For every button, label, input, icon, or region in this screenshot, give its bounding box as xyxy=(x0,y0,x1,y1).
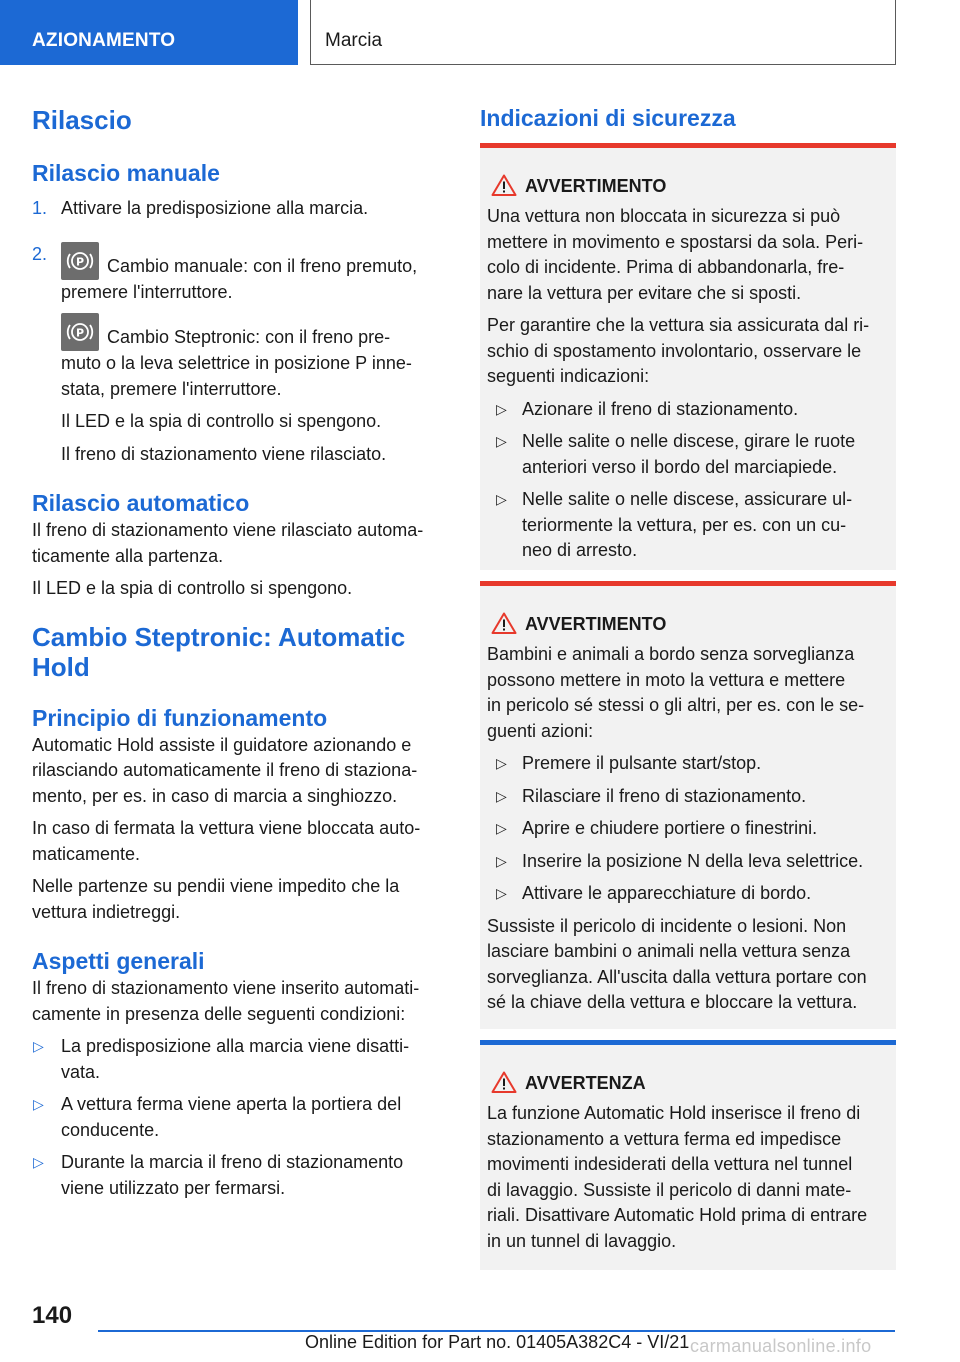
watermark: carmanualsonline.info xyxy=(690,1336,872,1356)
notice-title: AVVERTENZA xyxy=(487,1071,888,1095)
list-item: ▷ Nelle salite o nelle discese, girare le ruote anteriori verso il bordo del marciapiede. xyxy=(496,431,856,477)
bullet-icon: ▷ xyxy=(496,852,507,869)
warning-text: Una vettura non bloccata in sicurezza si può mettere in movimento e spostarsi da sola. Peri- colo di incidente. Prima di abbandonarla, fre- nare la vettura per evitare che si sposti. xyxy=(487,206,864,303)
heading-principio: Principio di funzionamento xyxy=(32,704,328,731)
bullet-icon: ▷ xyxy=(496,433,507,449)
bullet-icon: ▷ xyxy=(496,755,507,771)
list-item: ▷ Rilasciare il freno di stazionamento. xyxy=(487,784,888,810)
warning-box-1 xyxy=(480,143,896,570)
list-item: ▷ Inserire la posizione N della leva selettrice. xyxy=(487,849,888,875)
bullet-icon: ▷ xyxy=(496,400,507,417)
right-column xyxy=(480,100,896,132)
paragraph: Il LED e la spia di controllo si spengono. xyxy=(32,578,353,598)
page-number: 140 xyxy=(32,1302,73,1329)
step-text: Il LED e la spia di controllo si spengono. xyxy=(61,411,382,431)
parking-brake-icon xyxy=(61,313,99,351)
section-tab: AZIONAMENTO xyxy=(0,0,298,65)
step-text: Cambio manuale: con il freno premuto, xyxy=(107,255,418,276)
heading-rilascio: Rilascio xyxy=(32,105,132,135)
step-2 xyxy=(32,242,444,468)
warning-title: AVVERTIMENTO xyxy=(487,612,888,636)
heading-aspetti-generali: Aspetti generali xyxy=(32,948,205,974)
step-text: premere l'interruttore. xyxy=(61,281,233,302)
step-2b xyxy=(61,313,444,402)
step-text: muto o la leva selettrice in posizione P inne- xyxy=(61,353,412,373)
list-item: ▷ Nelle salite o nelle discese, assicurare ul- teriormente la vettura, per es. con un cu- neo di arresto. xyxy=(496,489,853,560)
list-item: ▷ Azionare il freno di stazionamento. xyxy=(487,397,888,423)
warning-text: Sussiste il pericolo di incidente o lesioni. Non lasciare bambini o animali nella vettura senza sorveglianza. All'uscita dalla vettura portare con sé la chiave della vettura e bloccare la vettura. xyxy=(487,915,867,1012)
paragraph: Il freno di stazionamento viene inserito automati- camente in presenza delle seguenti condizioni: xyxy=(32,978,420,1024)
warning-title: AVVERTIMENTO xyxy=(487,174,888,198)
paragraph: Automatic Hold assiste il guidatore azionando e rilasciando automaticamente il freno di staziona- mento, per es. in caso di marcia a singhiozzo. xyxy=(32,734,418,806)
step-2a xyxy=(61,242,444,306)
heading-rilascio-automatico: Rilascio automatico xyxy=(32,490,250,516)
notice-text: La funzione Automatic Hold inserisce il freno di stazionamento a vettura ferma ed impedisce movimenti indesiderati della vettura nel tunnel di lavaggio. Sussiste il pericolo di danni mate- riali. Disattivare Automatic Hold prima di entrare in un tunnel di lavaggio. xyxy=(487,1103,868,1251)
warning-text: Per garantire che la vettura sia assicurata dal ri- schio di spostamento involontario, osservare le seguenti indicazioni: xyxy=(487,315,870,386)
heading-rilascio-manuale: Rilascio manuale xyxy=(32,160,220,186)
warning-text: Bambini e animali a bordo senza sorveglianza possono mettere in moto la vettura e mettere in pericolo sé stessi o gli altri, per es. con le se- guenti azioni: xyxy=(487,644,865,741)
notice-box xyxy=(480,1040,896,1270)
heading-steptronic-automatic-hold: Cambio Steptronic: Automatic Hold xyxy=(32,621,406,682)
list-item: ▷ Durante la marcia il freno di stazionamento viene utilizzato per fermarsi. xyxy=(33,1152,404,1198)
left-column xyxy=(32,100,444,1201)
step-text: Il freno di stazionamento viene rilasciato. xyxy=(61,443,387,464)
paragraph: In caso di fermata la vettura viene bloccata auto- maticamente. xyxy=(32,818,421,864)
parking-brake-icon xyxy=(61,242,99,280)
bullet-icon: ▷ xyxy=(33,1096,44,1112)
step-text: Attivare la predisposizione alla marcia. xyxy=(61,198,369,218)
paragraph: Il freno di stazionamento viene rilasciato automa- ticamente alla partenza. xyxy=(32,520,424,566)
svg-text:P: P xyxy=(75,326,85,340)
bullet-icon: ▷ xyxy=(496,491,507,507)
list-item: ▷ Attivare le apparecchiature di bordo. xyxy=(487,881,888,907)
warning-box-2 xyxy=(480,581,896,1029)
warning-triangle-icon xyxy=(491,1071,517,1093)
heading-indicazioni-sicurezza: Indicazioni di sicurezza xyxy=(480,105,736,131)
step-number: 1. xyxy=(32,198,48,218)
list-item: ▷ Premere il pulsante start/stop. xyxy=(487,751,888,777)
bullet-icon: ▷ xyxy=(496,787,507,804)
bullet-icon: ▷ xyxy=(496,820,507,836)
list-item: ▷ A vettura ferma viene aperta la portiera del conducente. xyxy=(33,1094,402,1140)
bullet-icon: ▷ xyxy=(496,885,507,901)
footer-edition: Online Edition for Part no. 01405A382C4 - VI/21 xyxy=(305,1332,690,1352)
step-1 xyxy=(32,196,444,222)
paragraph: Nelle partenze su pendii viene impedito che la vettura indietreggi. xyxy=(32,876,400,922)
chapter-title: Marcia xyxy=(310,0,896,65)
step-text: stata, premere l'interruttore. xyxy=(61,378,282,399)
step-text: Cambio Steptronic: con il freno pre- xyxy=(107,327,391,347)
warning-triangle-icon xyxy=(491,174,517,196)
bullet-icon: ▷ xyxy=(33,1154,44,1170)
list-item: ▷ Aprire e chiudere portiere o finestrini. xyxy=(487,816,888,842)
list-item: ▷ La predisposizione alla marcia viene disatti- vata. xyxy=(33,1036,410,1082)
warning-triangle-icon xyxy=(491,612,517,634)
svg-text:P: P xyxy=(75,255,85,268)
step-number: 2. xyxy=(32,243,48,264)
bullet-icon: ▷ xyxy=(33,1038,44,1054)
